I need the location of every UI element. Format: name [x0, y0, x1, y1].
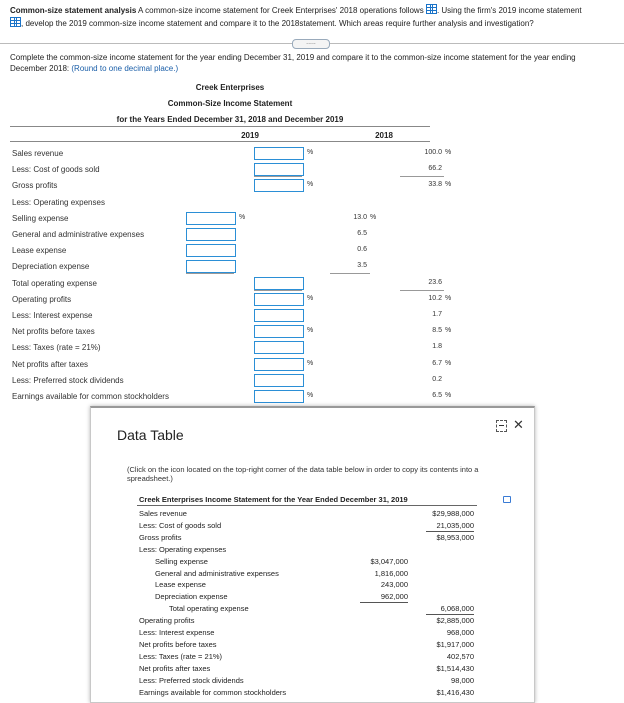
statement-row-label: Total operating expense — [12, 278, 97, 288]
data-table-value: 1,816,000 — [374, 568, 408, 578]
value-2018: 1.7 — [432, 311, 442, 318]
value-2018: 8.5 — [432, 327, 442, 335]
value-2018: 13.0 — [353, 213, 367, 221]
percent-sign: % — [445, 181, 452, 189]
input-2019[interactable] — [186, 212, 236, 225]
data-table-window — [90, 406, 535, 703]
input-2019[interactable] — [254, 390, 304, 403]
subtotal-rule — [400, 290, 444, 291]
close-icon[interactable]: ✕ — [513, 417, 524, 432]
percent-sign: % — [307, 327, 314, 335]
percent-sign: % — [445, 359, 452, 367]
data-table-label: Sales revenue — [139, 509, 187, 518]
intro-text-1: A common-size income statement for Creek Enterprises' 2018 operations follows — [138, 6, 424, 15]
percent-sign: % — [445, 149, 452, 156]
data-table-label: Less: Taxes (rate = 21%) — [139, 651, 223, 661]
data-table-label: Less: Preferred stock dividends — [139, 675, 244, 685]
data-table-label: Less: Operating expenses — [139, 544, 227, 554]
company-name: Creek Enterprises — [195, 83, 265, 92]
value-2018: 3.5 — [357, 262, 367, 270]
data-table-value: 98,000 — [451, 675, 474, 685]
statement-row-label: Net profits before taxes — [12, 327, 95, 337]
statement-row-label: Less: Operating expenses — [12, 197, 105, 207]
percent-sign: % — [307, 294, 314, 302]
percent-sign: % — [307, 359, 314, 367]
value-2018: 6.7 — [432, 359, 442, 367]
input-2019[interactable] — [254, 293, 304, 306]
col-header-2019: 2019 — [241, 131, 259, 140]
statement-row-label: Selling expense — [12, 213, 69, 223]
input-2019[interactable] — [254, 374, 304, 387]
value-2018: 6.5 — [432, 392, 442, 399]
percent-sign: % — [239, 213, 246, 221]
input-2019[interactable] — [254, 341, 304, 354]
statement-row-label: Operating profits — [12, 294, 72, 304]
instruction-text: Complete the common-size income statement for the year ending December 31, 2019 and compare it to the common-size income statement for the year ending December 2018: — [10, 53, 576, 73]
value-2018: 66.2 — [428, 165, 442, 173]
data-table-value: 962,000 — [380, 592, 408, 602]
minimize-icon[interactable] — [496, 420, 507, 432]
percent-sign: % — [445, 294, 452, 302]
value-2018: 23.6 — [428, 278, 442, 286]
data-table-label: Less: Cost of goods sold — [139, 520, 222, 530]
subtotal-rule — [254, 176, 302, 177]
data-table-rule — [137, 505, 477, 506]
percent-sign: % — [307, 392, 314, 399]
percent-sign: % — [370, 213, 377, 221]
value-2018: 10.2 — [428, 294, 442, 302]
data-table-icon-2019[interactable] — [10, 17, 21, 27]
instruction — [10, 52, 610, 74]
data-table-value: $29,988,000 — [432, 509, 474, 518]
data-table-label: Gross profits — [139, 532, 182, 542]
data-table-title: Data Table — [117, 427, 184, 443]
value-2018: 100.0 — [424, 149, 442, 156]
data-table-value: $8,953,000 — [436, 532, 474, 542]
statement-row-label: Gross profits — [12, 181, 58, 191]
input-2019[interactable] — [254, 163, 304, 176]
percent-sign: % — [445, 327, 452, 335]
percent-sign: % — [445, 392, 452, 399]
data-table-label: Net profits before taxes — [139, 639, 217, 649]
data-table-value: $1,514,430 — [436, 663, 474, 673]
data-table-label: Operating profits — [139, 616, 195, 626]
statement-row-label: Less: Cost of goods sold — [12, 165, 100, 175]
input-2019[interactable] — [186, 260, 236, 273]
intro-text-2: . Using the firm's 2019 income statement — [436, 6, 582, 15]
header-rule — [10, 126, 430, 127]
statement-row-label: Earnings available for common stockholders — [12, 392, 169, 401]
statement-row-label: Net profits after taxes — [12, 359, 89, 369]
input-2019[interactable] — [186, 228, 236, 241]
value-2018: 33.8 — [428, 181, 442, 189]
problem-heading: Common-size statement analysis — [10, 6, 137, 15]
data-table-label: Net profits after taxes — [139, 663, 211, 673]
subtotal-rule — [254, 290, 302, 291]
input-2019[interactable] — [254, 277, 304, 290]
data-table-rule — [426, 614, 474, 615]
data-table-value: $1,917,000 — [436, 639, 474, 649]
value-2018: 6.5 — [357, 230, 367, 237]
percent-sign: % — [307, 149, 314, 156]
percent-sign: % — [307, 181, 314, 189]
expand-more-button[interactable]: ..... — [292, 39, 330, 49]
data-table-value: 968,000 — [446, 628, 474, 637]
data-table-note: (Click on the icon located on the top-right corner of the data table below in order to copy its contents into a spreadsheet.) — [127, 465, 479, 483]
data-table-value: 243,000 — [380, 580, 408, 590]
data-table-icon[interactable] — [426, 4, 437, 14]
intro-text-3: , develop the 2019 common-size income statement and compare it to the 2018statement. Which areas require further analysis and investigation? — [21, 19, 534, 28]
header-rule-2 — [10, 141, 430, 142]
data-table-value: $2,885,000 — [436, 616, 474, 626]
value-2018: 1.8 — [432, 343, 442, 351]
input-2019[interactable] — [254, 358, 304, 371]
data-table-label: Selling expense — [155, 556, 208, 566]
data-table-label: Less: Interest expense — [139, 628, 215, 637]
input-2019[interactable] — [254, 309, 304, 322]
statement-row-label: General and administrative expenses — [12, 230, 145, 239]
subtotal-rule — [186, 273, 234, 274]
subtotal-rule — [400, 176, 444, 177]
data-table-rule — [426, 531, 474, 532]
statement-row-label: Depreciation expense — [12, 262, 90, 272]
statement-row-label: Lease expense — [12, 246, 67, 256]
data-table-value: $3,047,000 — [370, 556, 408, 566]
data-table-label: General and administrative expenses — [155, 568, 279, 578]
input-2019[interactable] — [254, 179, 304, 192]
data-table-value: $1,416,430 — [436, 687, 474, 697]
statement-period: for the Years Ended December 31, 2018 and December 2019 — [116, 115, 344, 124]
statement-row-label: Sales revenue — [12, 149, 64, 158]
problem-intro — [10, 4, 615, 30]
value-2018: 0.2 — [432, 375, 442, 383]
value-2018: 0.6 — [357, 246, 367, 254]
data-table-label: Earnings available for common stockholders — [139, 687, 287, 697]
col-header-2018: 2018 — [375, 131, 393, 140]
data-table-value: 21,035,000 — [436, 520, 474, 530]
data-table-value: 402,570 — [446, 651, 474, 661]
input-2019[interactable] — [254, 325, 304, 338]
data-table-heading: Creek Enterprises Income Statement for the Year Ended December 31, 2019 — [139, 495, 408, 504]
data-table-value: 6,068,000 — [440, 604, 474, 614]
copy-icon[interactable] — [503, 496, 511, 503]
input-2019[interactable] — [254, 147, 304, 160]
data-table-label: Depreciation expense — [155, 592, 228, 602]
data-table-rule — [360, 602, 408, 603]
statement-title: Common-Size Income Statement — [167, 99, 293, 108]
data-table-label: Lease expense — [155, 580, 206, 590]
subtotal-rule — [330, 273, 370, 274]
rounding-hint: (Round to one decimal place.) — [71, 64, 179, 73]
statement-row-label: Less: Preferred stock dividends — [12, 375, 124, 385]
statement-row-label: Less: Taxes (rate = 21%) — [12, 343, 101, 353]
data-table-label: Total operating expense — [169, 604, 249, 614]
statement-row-label: Less: Interest expense — [12, 311, 93, 320]
input-2019[interactable] — [186, 244, 236, 257]
